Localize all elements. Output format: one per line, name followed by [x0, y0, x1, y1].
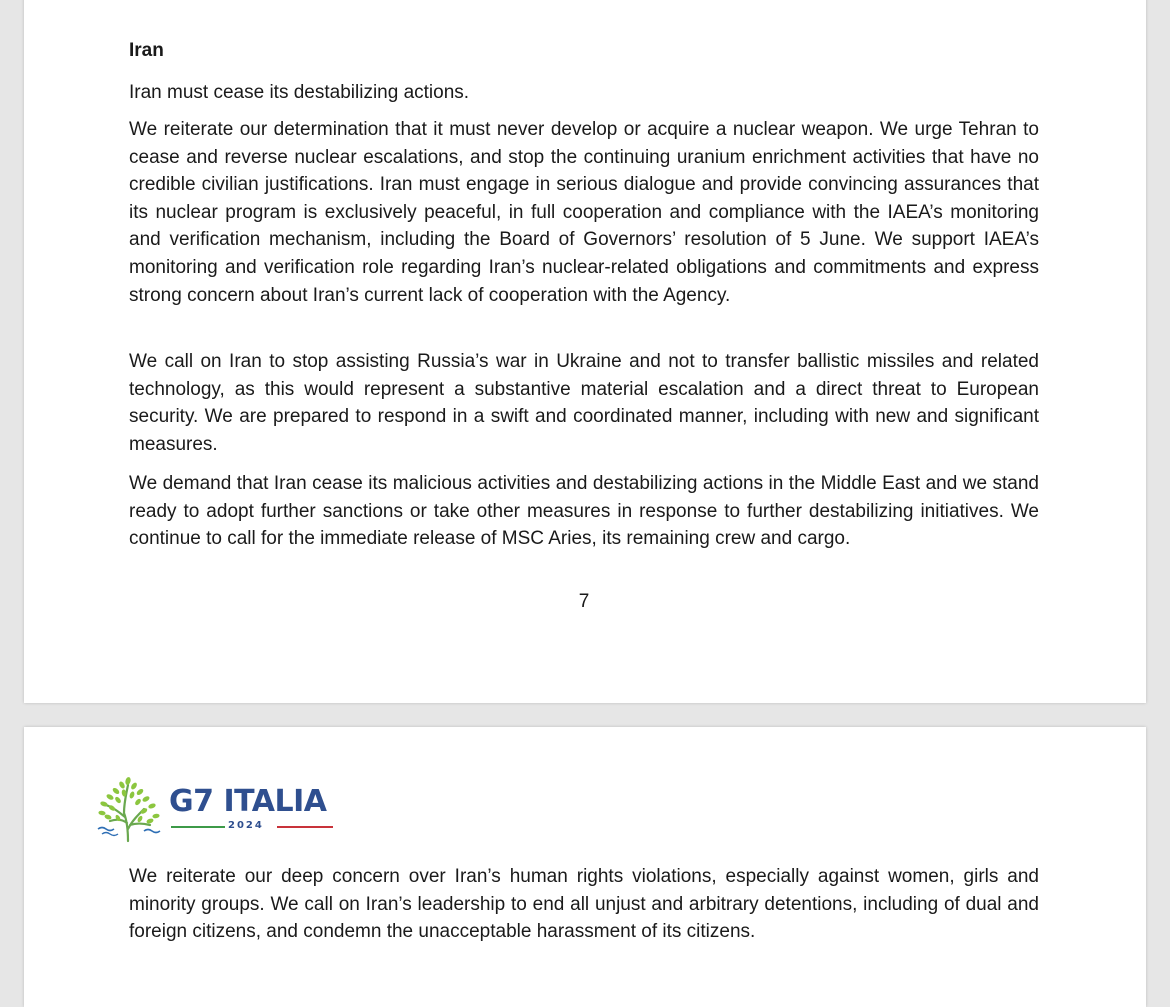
logo-red-line [277, 826, 333, 828]
paragraph: We reiterate our deep concern over Iran’s human rights violations, especially against women, girls and minority groups. We call on Iran’s leadership to end all unjust and arbitrary detentions, including of dual and foreign citizens, and condemn the unacceptable harassment of its citizens. [129, 866, 1039, 943]
logo-year: 2024 [228, 820, 264, 831]
section-heading: Iran [129, 40, 164, 61]
paragraph: We reiterate our determination that it must never develop or acquire a nuclear weapon. We urge Tehran to cease and reverse nuclear escalations, and stop the continuing uranium enrichment activities that have no credible civilian justifications. Iran must engage in serious dialogue and provide convincing assurances that its nuclear program is exclusively peaceful, in full cooperation and compliance with the IAEA’s monitoring and verification mechanism, including the Board of Governors’ resolution of 5 June. We support IAEA’s monitoring and verification role regarding Iran’s nuclear-related obligations and commitments and express strong concern about Iran’s current lack of cooperation with the Agency. [129, 119, 1039, 306]
olive-tree-icon [94, 771, 166, 845]
paragraph: We call on Iran to stop assisting Russia’s war in Ukraine and not to transfer ballistic missiles and related technology, as this would represent a substantive material escalation and a direct threat to European security. We are prepared to respond in a swift and coordinated manner, including with new and significant measures. [129, 351, 1039, 455]
paragraph: Iran must cease its destabilizing actions. [129, 82, 470, 103]
g7-italia-logo [94, 771, 344, 845]
logo-title: G7 ITALIA [169, 784, 327, 819]
paragraph: We demand that Iran cease its malicious activities and destabilizing actions in the Middle East and we stand ready to adopt further sanctions or take other measures in response to further destabilizing initiatives. We continue to call for the immediate release of MSC Aries, its remaining crew and cargo. [129, 473, 1039, 550]
logo-green-line [171, 826, 225, 828]
page-number: 7 [578, 591, 590, 612]
document-page-8 [24, 727, 1146, 1007]
document-page-7 [24, 0, 1146, 703]
